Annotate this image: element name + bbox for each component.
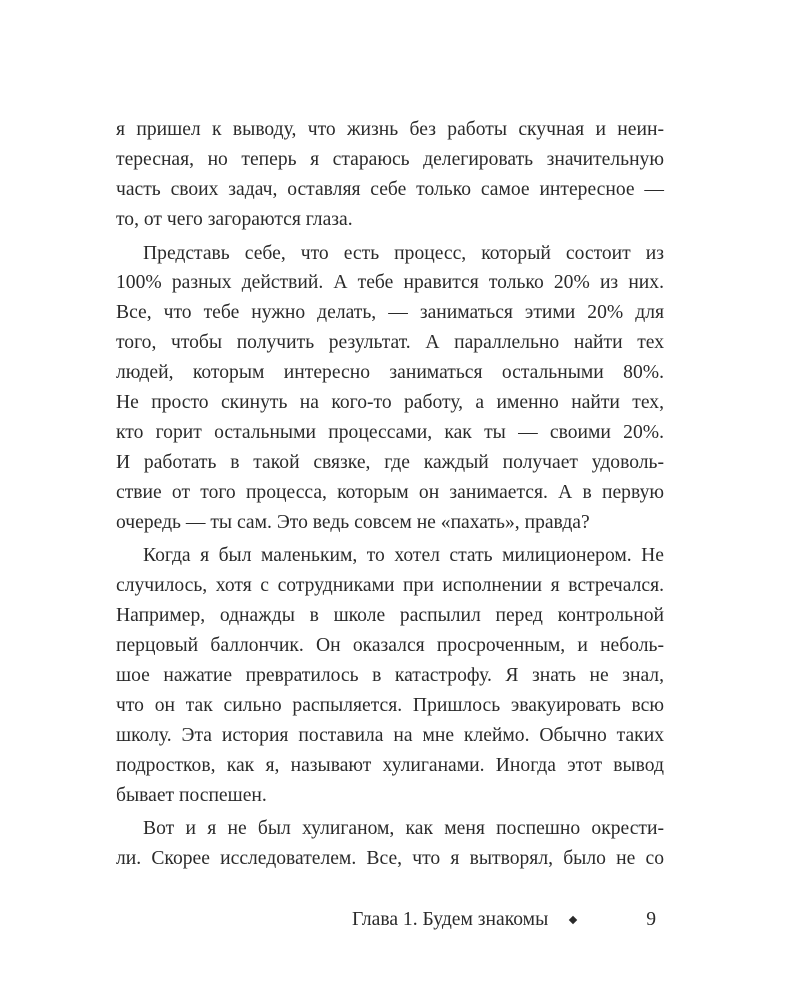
- text-line: кто горит остальными процессами, как ты — своими 20%.: [116, 421, 664, 443]
- text-line: шое нажатие превратилось в катастрофу. Я знать не знал,: [116, 665, 664, 687]
- text-line: подростков, как я, называют хулиганами. Иногда этот вывод: [116, 754, 664, 776]
- paragraph-4: [116, 814, 664, 874]
- page-footer: [352, 903, 664, 937]
- text-line: людей, которым интересно заниматься остальными 80%.: [116, 362, 664, 384]
- chapter-title: Глава 1. Будем знакомы: [352, 909, 549, 930]
- page-number: 9: [646, 909, 656, 930]
- diamond-bullet-icon: [569, 916, 577, 924]
- text-line: то, от чего загораются глаза.: [116, 208, 353, 230]
- text-line: Вот и я не был хулиганом, как меня поспешно окрести-: [143, 818, 664, 840]
- text-line: бывает поспешен.: [116, 784, 267, 806]
- text-line: Когда я был маленьким, то хотел стать милиционером. Не: [143, 545, 664, 567]
- text-line: ствие от того процесса, которым он занимается. А в первую: [116, 481, 664, 503]
- text-line: Например, однажды в школе распылил перед контрольной: [116, 605, 664, 627]
- text-line: ли. Скорее исследователем. Все, что я вытворял, было не со: [116, 848, 664, 870]
- text-line: часть своих задач, оставляя себе только самое интересное —: [116, 178, 664, 200]
- text-line: школу. Эта история поставила на мне клеймо. Обычно таких: [116, 724, 664, 746]
- text-line: Все, что тебе нужно делать, — заниматься этими 20% для: [116, 302, 664, 324]
- paragraph-2: [116, 239, 664, 538]
- paragraph-1: [116, 115, 664, 235]
- text-line: Не просто скинуть на кого-то работу, а именно найти тех,: [116, 392, 664, 414]
- text-line: того, чтобы получить результат. А параллельно найти тех: [116, 332, 664, 354]
- text-line: 100% разных действий. А тебе нравится только 20% из них.: [116, 272, 664, 294]
- text-line: я пришел к выводу, что жизнь без работы скучная и неин-: [116, 119, 664, 140]
- text-line: что он так сильно распыляется. Пришлось эвакуировать всю: [116, 694, 664, 716]
- paragraph-3: [116, 541, 664, 810]
- text-line: очередь — ты сам. Это ведь совсем не «пахать», правда?: [116, 511, 590, 533]
- text-line: тересная, но теперь я стараюсь делегировать значительную: [116, 148, 664, 170]
- text-line: И работать в такой связке, где каждый получает удоволь-: [116, 451, 664, 473]
- text-line: случилось, хотя с сотрудниками при исполнении я встречался.: [116, 575, 664, 597]
- page-body-text: [116, 115, 664, 874]
- text-line: Представь себе, что есть процесс, который состоит из: [143, 242, 664, 264]
- text-line: перцовый баллончик. Он оказался просроченным, и неболь-: [116, 635, 664, 657]
